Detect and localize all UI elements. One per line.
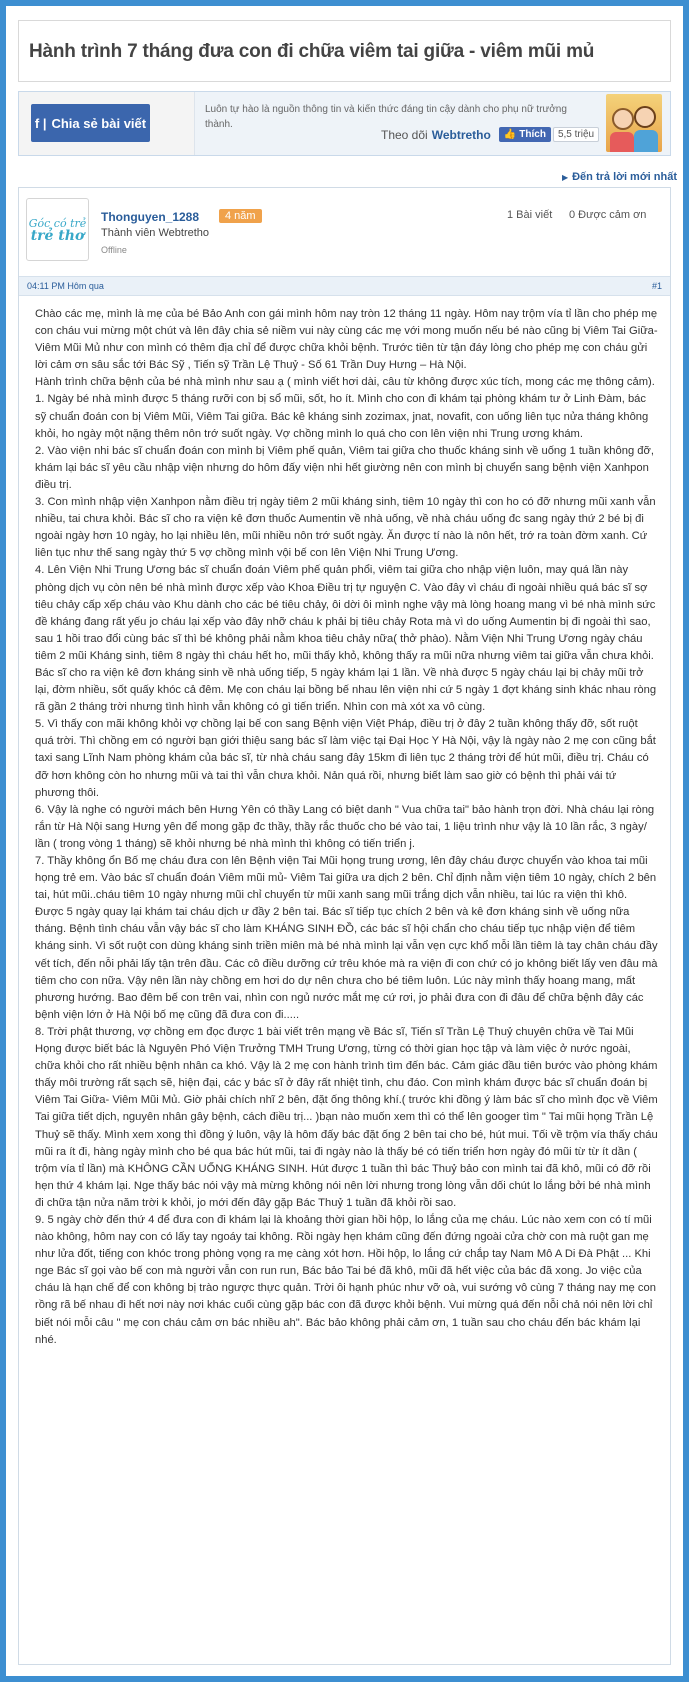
like-label: Thích <box>519 129 546 140</box>
post-paragraph: 4. Lên Viện Nhi Trung Ương bác sĩ chuẩn đoán Viêm phế quản phổi, viêm tai giữa cho nhập viện luôn, may quá lần này phòng dịch vụ còn nên bé nhà mình được xếp vào Khoa Điều trị tự nguyện C. Vào đây vì cháu đi ngoài nhiều quá bác sĩ sợ tiêu chảy cấp xếp cháu vào Khu dành cho các bé tiêu chảy, ôi dời ôi mình nghe vậy mà lòng hoang mang vì bé nhà mình sức đề kháng đang rất yếu jo cháu lại xếp vào đây nhỡ cháu k phải bị tiêu chảy Rota mà vì do uống Aumentin bị đi ngoài thì sao, sau 1 hồi trao đổi cùng bác sĩ thì bé không phải nằm khoa tiêu chảy nữa( thở phào). Nằm Viện Nhi Trung Ương ngày cháu tiêm 2 mũi Kháng sinh, tiêm 8 ngày thì cháu hết ho, mũi thấy khỏ, không thấy ra mũi nữa nhưng viêm tai giữa vẫn chưa khỏi. Bác sĩ cho ra viện kê đơn kháng sinh về nhà uống tiếp, 5 ngày khám lại 1 lần. Về nhà được 5 ngày cháu lại bị chảy mũi trở lại, đờm nhiều, sốt quấy khóc cả đêm. Mẹ con cháu lại bồng bế nhau lên viện nhi cứ 5 ngày 1 đợt kháng sinh khác nhau ròng rã gần 2 tháng trời nhưng tình hình vẫn không có gì tiến triển. Nhìn con mà xót xa vô cùng. <box>35 564 657 714</box>
share-left-panel <box>19 92 195 155</box>
post-paragraph: 5. Vì thấy con mãi không khỏi vợ chồng lại bế con sang Bệnh viện Việt Pháp, điều trị ở đây 2 tuần không thấy đỡ, sốt ruột quá trời. Thì chồng em có người bạn giới thiệu sang bác sĩ làm việc tại Đại Học Y Hà Nội, vậy là ngày nào 2 mẹ con cũng bắt taxi sang Lĩnh Nam phòng khám của bác sĩ, từ nhà cháu sang đây 15km đi liên tục 2 tháng trời để hút mũi, điều trị. Cháu có đỡ hơn không còn ho nhưng mũi và tai thì vẫn chưa khỏi. Nản quá rồi, nhưng biết làm sao giờ có bệnh thì phải vái tứ phương thôi. <box>35 718 656 799</box>
avatar-logo <box>29 218 87 242</box>
latest-reply-label: Đến trả lời mới nhất <box>572 171 677 183</box>
author-post-count: 1 Bài viết <box>507 209 553 221</box>
post-body <box>35 306 658 1349</box>
avatar-logo-top: Góc có trẻ <box>28 216 87 230</box>
membership-years-badge: 4 năm <box>219 209 262 223</box>
thumbs-up-icon: 👍 <box>503 129 517 140</box>
post-timestamp: 04:11 PM Hôm qua <box>27 281 104 291</box>
post-paragraph: Chào các mẹ, mình là mẹ của bé Bảo Anh con gái mình hôm nay tròn 12 tháng 11 ngày. Hôm nay trộm vía tỉ lần cho phép mẹ con cháu vui mừng một chút và lên đây chia sẻ niềm vui này cùng các mẹ với mong muốn nếu bé nào cũng bị Viêm Tai Giữa- Viêm Mũi Mủ như con mình có thêm địa chỉ để được chữa khỏi bệnh. Trước tiên từ tận đáy lòng cho phép mẹ con cháu gửi lời cảm ơn sâu sắc tới Bác Sỹ , Tiến sỹ Trần Lệ Thuỷ - Số 61 Trần Duy Hưng – Hà Nội. <box>35 308 658 372</box>
author-role: Thành viên Webtretho <box>101 227 210 239</box>
post-number-link[interactable]: #1 <box>651 281 662 291</box>
post-author-row <box>19 188 670 276</box>
brand-link[interactable]: Webtretho <box>431 127 491 142</box>
post-paragraph: 8. Trời phật thương, vợ chồng em đọc được 1 bài viết trên mạng về Bác sĩ, Tiến sĩ Trần Lệ Thuỷ chuyên chữa về Tai Mũi Họng được biết bác là Nguyên Phó Viện Trưởng TMH Trung Ương, từng có thời gian học tập và làm việc ở nước ngoài, chữa khỏi cho rất nhiều bệnh nhân ca khó. Vậy là 2 mẹ con hành trình tìm đến bác. Cảm giác đầu tiên bước vào phòng khám thấy môi trường rất sạch sẽ, hiện đại, các y bác sĩ ở đây rất nhiệt tình, chu đáo. Con mình khám được bác sĩ chuẩn đoán bị Viêm Tai Giữa- Viêm Mũi Mủ. Giờ phải chích nhĩ 2 bên, đặt ống thông khí.( trước khi đồng ý làm bác sĩ cho mình đọc về Viêm Tai giữa tiết dịch, nguyên nhân gây bệnh, cách điều trị... )bạn nào muốn xem thì có thể lên googer tìm " Tai mũi họng Trần Lệ Thuỷ sẽ thấy. Mình xem xong thì đồng ý luôn, vậy là hôm đấy bác đặt ống 2 bên tai cho bé, hút mui. Tối về trộm vía thấy cháu mũi ra ít đi, hàng ngày mình cho bé qua bác hút mũi, tai đi ngày nào là thấy bé có tiến triển hơn ngày đó mũi từ từ ít dần ( trộm vía tỉ lần) mà KHÔNG CẦN UỐNG KHÁNG SINH. Hút được 1 tuần thì bác Thuỷ bảo con mình tai đã khô, mũi có đỡ rồi hẹn thứ 4 khám lại. Nge thấy bác nói vậy mà mừng không nói nên lời nhưng trong lòng vẫn dối chút lo lắng bởi bé nhà mình đi chữa tận nửa năm trời k khỏi, jo mới đến đây gặp Bác Thuỷ 1 tuần đã khỏi rồi sao. <box>35 1025 658 1209</box>
like-count: 5,5 triệu <box>553 127 599 142</box>
triangle-right-icon: ▶ <box>561 173 569 182</box>
share-description: Luôn tự hào là nguồn thông tin và kiến thức đáng tin cậy dành cho phụ nữ trưởng thành. <box>205 104 567 130</box>
thread-title-box <box>18 20 671 82</box>
follow-label: Theo dõi <box>381 127 428 142</box>
share-thumbnail-image <box>606 94 662 152</box>
post-paragraph: 3. Con mình nhập viện Xanhpon nằm điều trị ngày tiêm 2 mũi kháng sinh, tiêm 10 ngày thì con ho có đỡ nhưng mũi xanh vẫn nhiều, tai chưa khỏi. Bác sĩ cho ra viện kê đơn thuốc Aumentin về nhà uống, về nhà cháu uống đc sang ngày thứ 2 bé bị đi ngoài ngày hơn 10 ngày, ho lại nhiều lên, mũi nhiều nôn trớ suốt ngày. Ăn được tí nào là nôn hết, trớ ra toàn đờm xanh. Cứ liên tục như thế sang ngày thứ 5 vợ chồng mình vội bế con lên Viện Nhi Trung Ương. <box>35 496 656 560</box>
thread-title: Hành trình 7 tháng đưa con đi chữa viêm tai giữa - viêm mũi mủ <box>29 41 595 62</box>
post-paragraph: 9. 5 ngày chờ đến thứ 4 để đưa con đi khám lại là khoảng thời gian hồi hộp, lo lắng của mẹ cháu. Lúc nào xem con có tí mũi nào không, hôm nay con có lấy tay ngoáy tai không. Rồi ngày hẹn khám cũng đến đứng ngoài cửa chờ con mà ruột gan mẹ như lửa đốt, tiếng con khóc trong phòng vọng ra mẹ càng xót hơn. Hồi hộp, lo lắng cứ chắp tay Nam Mô A Di Đà Phật ... Khi nge Bác sĩ gọi vào bế con mà người vẫn con run run, Bác bảo Tai bé đã khô, mũi đã hết việc của bác đã xong. Jo việc của cháu là hạn chế để con không bị trào ngược thực quản. Trời ôi hạnh phúc như vỡ oà, vui sướng vô cùng 7 tháng nay mẹ con rồng rã bế nhau đi hết nơi này nơi khác cuối cùng gặp bác con đã được khỏi bệnh. Vui mừng quá đến nỗi chả nói nên lời chỉ biết nói mỗi câu " mẹ con cháu cảm ơn bác nhiều ah". Bác bảo không phải cảm ơn, 1 tuần sau cho cháu đến bác khám lại nhé. <box>35 1213 656 1346</box>
post-paragraph: 6. Vậy là nghe có người mách bên Hưng Yên có thầy Lang có biệt danh " Vua chữa tai" bảo hành trọn đời. Nhà cháu lại ròng rắn từ Hà Nội sang Hưng yên để mong gặp đc thầy, thầy rắc thuốc cho bé vào tai, 1 liệu trình như vậy là 10 lần rắc, 3 ngày/ lần ( trong vòng 1 tháng) sẽ khỏi nhưng bé nhà mình thì không có tiến triển j. <box>35 803 655 850</box>
avatar[interactable] <box>26 198 89 261</box>
follow-row <box>381 127 599 142</box>
share-facebook-button[interactable] <box>31 104 150 142</box>
author-name-link[interactable]: Thonguyen_1288 <box>101 210 200 224</box>
post-paragraph: 7. Thầy không ổn Bố mẹ cháu đưa con lên Bệnh viện Tai Mũi họng trung ương, lên đây cháu được chuyển vào khoa tai mũi họng trẻ em. Vào bác sĩ chuẩn đoán Viêm mũi mủ- Viêm Tai giữa ưa dịch 2 bên. Chỉ định nằm viện tiêm 10 ngày, chích 2 bên tai, hút mũi..cháu tiêm 10 ngày nhưng mũi chỉ chuyển từ mũi xanh sang mũi trắng dịch vẫn nhiều, tai lúc ra viện thì khô. Được 5 ngày quay lại khám tai cháu dịch ư đầy 2 bên tai. Bác sĩ tiếp tục chích 2 bên và kê đơn kháng sinh về uống nữa tháng. Bệnh tình cháu vẫn vậy bác sĩ cho làm KHÁNG SINH ĐỒ, các bác sĩ hội chẩn cho cháu tiếp tục nhập viện để tiêm kháng sinh. Vì sốt ruột con dùng kháng sinh triền miên mà bé nhà mình lại vẫn vẹn cực khổ mỗi lần tiêm là tay chân cháu đầy vết tích, đến nỗi phải lấy tận trên đầu. Các cô điều dưỡng cứ trêu khóe mà ra viện đi con chứ có jo không biết lấy ven đâu mà tiêm cho con nữa. Vậy nên lần này chồng em hơi do dự nên chưa cho bé tiêm luôn. Lúc này mình thấy hoang mang, mất phương hướng. Bao đêm bế con trên vai, nhìn con ngủ nước mắt mẹ cứ rơi, jo phải đưa con đi đâu để chữa bệnh đây các bệnh viện lớn ở Hà Nội bố mẹ cũng đã đưa con đi..... <box>35 855 658 1021</box>
post-paragraph: 2. Vào viện nhi bác sĩ chuẩn đoán con mình bị Viêm phế quản, Viêm tai giữa cho thuốc kháng sinh về uống 1 tuần không đỡ, khám lại bác sĩ yêu cầu nhập viện nhưng do hôm đấy viện nhi hết giường nên con mình bị chuyển sang bệnh viện Xanhpon điều trị. <box>35 444 654 491</box>
share-button-label: Chia sẻ bài viết <box>51 115 147 131</box>
post-meta-row <box>19 276 670 296</box>
facebook-icon: f | <box>34 115 47 131</box>
author-status: Offline <box>101 245 127 255</box>
post-paragraph: 1. Ngày bé nhà mình được 5 tháng rưỡi con bị sổ mũi, sốt, ho ít. Mình cho con đi khám tại phòng khám tư ở Linh Đàm, bác sỹ chuẩn đoán con bị Viêm Mũi, Viêm Tai giữa. Bác kê kháng sinh zozimax, jnat, novafit, con uống liên tục nửa tháng không khỏi, ho ngày một nặng thêm nôn trớ suốt ngày. Vợ chồng mình lo quá cho con lên viện nhi Trung ương khám. <box>35 393 649 440</box>
author-thanks-count: 0 Được cảm ơn <box>569 209 647 221</box>
post <box>18 187 671 1665</box>
share-bar <box>18 91 671 156</box>
post-paragraph: Hành trình chữa bệnh của bé nhà mình như sau ạ ( mình viết hơi dài, câu từ không được xúc tích, mong các mẹ thông cảm). <box>35 376 655 389</box>
like-button[interactable] <box>499 127 551 142</box>
avatar-logo-bottom: trẻ thơ <box>30 227 85 244</box>
latest-reply-link[interactable] <box>562 171 677 183</box>
